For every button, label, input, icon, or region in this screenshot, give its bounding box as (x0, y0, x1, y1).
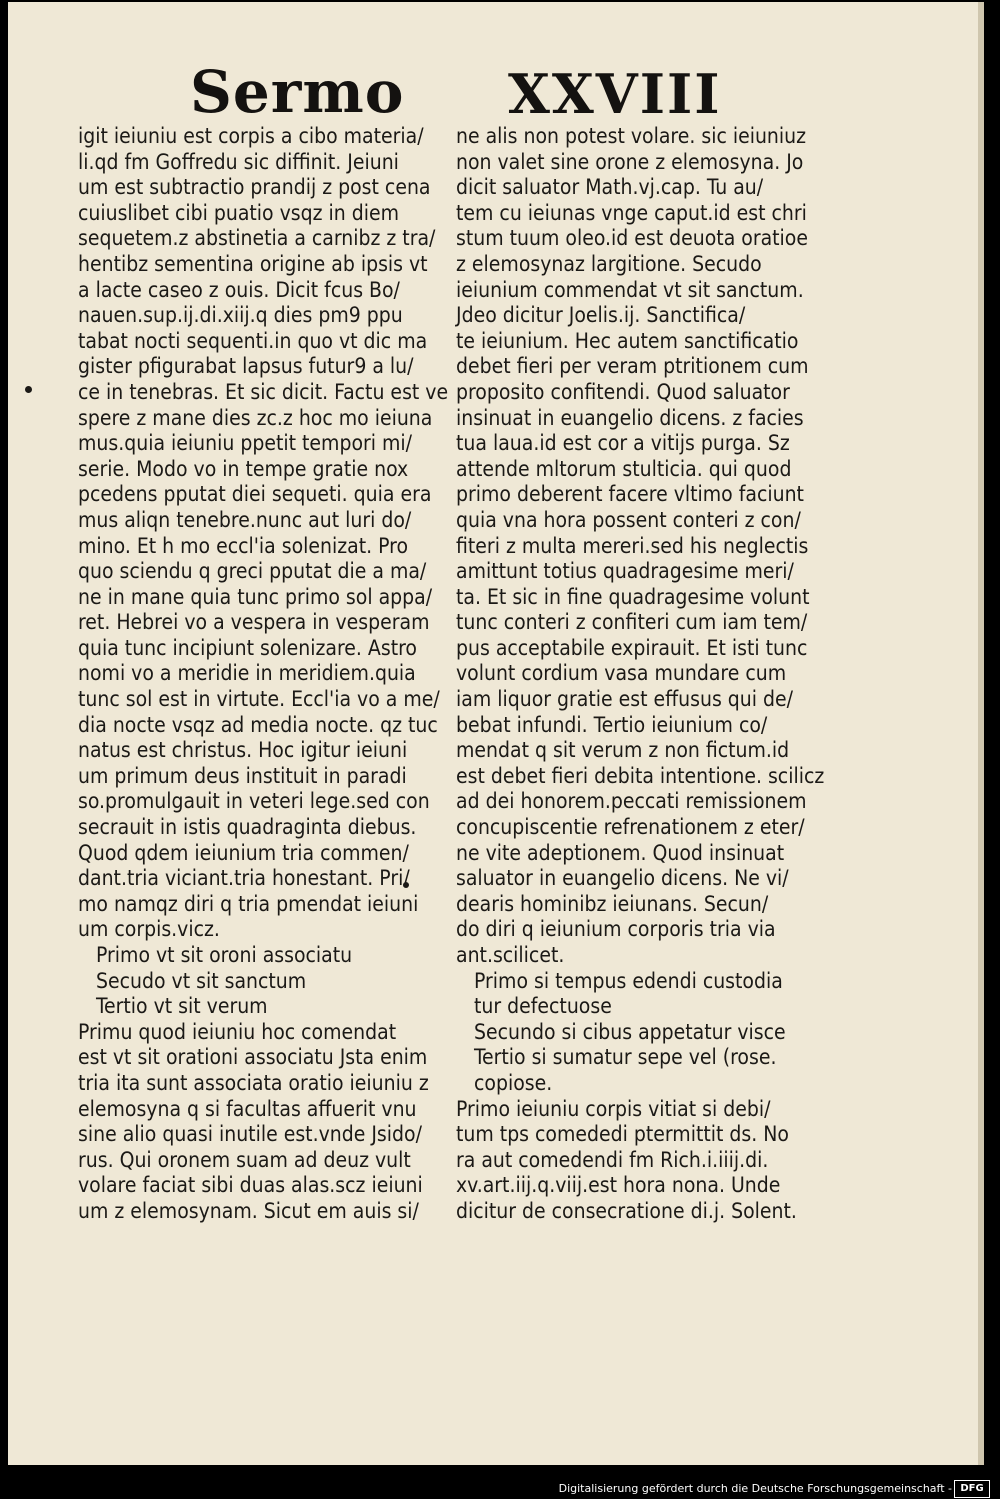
text-line: nauen.sup.ij.di.xiij.q dies pm9 ppu (78, 303, 403, 328)
text-line: um corpis.vicz. (78, 917, 220, 942)
text-line: mo namqz diri q tria pmendat ieiuni (78, 891, 419, 916)
dfg-logo: DFG (954, 1480, 990, 1498)
text-line: ce in tenebras. Et sic dicit. Factu est ve (78, 379, 449, 404)
text-line: sine alio quasi inutile est.vnde Jsido/ (78, 1122, 422, 1147)
text-line: do diri q ieiunium corporis tria via (456, 917, 776, 942)
text-line: ne in mane quia tunc primo sol appa/ (78, 584, 433, 609)
text-line: Quod qdem ieiunium tria commen/ (78, 840, 409, 865)
text-line: saluator in euangelio dicens. Ne vi/ (456, 866, 789, 891)
text-line: so.promulgauit in veteri lege.sed con (78, 789, 430, 814)
text-line: tua laua.id est cor a vitijs purga. Sz (456, 431, 790, 456)
page-edge (978, 2, 984, 1465)
text-line: natus est christus. Hoc igitur ieiuni (78, 738, 408, 763)
text-line: dicitur de consecratione di.j. Solent. (456, 1198, 797, 1223)
text-line: secrauit in istis quadraginta diebus. (78, 815, 417, 840)
text-line: ne alis non potest volare. sic ieiuniuz (456, 124, 807, 148)
margin-mark (25, 386, 32, 393)
text-line: insinuat in euangelio dicens. z facies (456, 405, 804, 430)
text-line: Primo ieiuniu corpis vitiat si debi/ (456, 1096, 771, 1121)
list-item: Primo vt sit oroni associatu (96, 943, 353, 967)
text-line: dant.tria viciant.tria honestant. Pri/ (78, 866, 410, 891)
text-line: ad dei honorem.peccati remissionem (456, 789, 807, 814)
text-line: cuiuslibet cibi puatio vsqz in diem (78, 200, 400, 225)
text-line: debet fieri per veram ptritionem cum (456, 354, 809, 379)
running-heading-number: XXVIII (508, 62, 722, 126)
text-line: hentibz sementina origine ab ipsis vt (78, 251, 428, 276)
text-line: ta. Et sic in fine quadragesime volunt (456, 584, 810, 609)
text-line: bebat infundi. Tertio ieiunium co/ (456, 712, 768, 737)
funding-credit: Digitalisierung gefördert durch die Deutsche Forschungsgemeinschaft - (558, 1482, 952, 1495)
text-line: mino. Et h mo eccl'ia solenizat. Pro (78, 533, 409, 558)
text-line: mus.quia ieiuniu ppetit tempori mi/ (78, 431, 413, 456)
text-line: est debet fieri debita intentione. scilicz (456, 763, 825, 788)
list-item: Primo si tempus edendi custodia (474, 968, 783, 993)
text-line: igit ieiuniu est corpis a cibo materia/ (78, 124, 424, 148)
text-line: attende mltorum stulticia. qui quod (456, 456, 792, 481)
text-line: tabat nocti sequenti.in quo vt dic ma (78, 328, 428, 353)
text-line: iam liquor gratie est effusus qui de/ (456, 687, 794, 712)
text-line: ne vite adeptionem. Quod insinuat (456, 840, 785, 865)
text-line: z elemosynaz largitione. Secudo (456, 251, 762, 276)
text-line: concupiscentie refrenationem z eter/ (456, 815, 805, 840)
text-column-left (78, 124, 449, 1225)
text-line: tum tps comededi ptermittit ds. No (456, 1122, 789, 1147)
text-line: Jdeo dicitur Joelis.ij. Sanctifica/ (456, 303, 746, 328)
text-line: fiteri z multa mereri.sed his neglectis (456, 533, 809, 558)
text-line: nomi vo a meridie in meridiem.quia (78, 661, 416, 686)
list-item: copiose. (474, 1070, 553, 1095)
text-line: um est subtractio prandij z post cena (78, 175, 431, 200)
text-line: volare faciat sibi duas alas.scz ieiuni (78, 1173, 423, 1198)
text-line: tria ita sunt associata oratio ieiuniu z (78, 1070, 429, 1095)
text-line: dicit saluator Math.vj.cap. Tu au/ (456, 175, 764, 200)
text-line: ret. Hebrei vo a vespera in vesperam (78, 610, 430, 635)
text-line: tunc conteri z confiteri cum iam tem/ (456, 610, 808, 635)
text-line: ra aut comedendi fm Rich.i.iiij.di. (456, 1147, 769, 1172)
running-heading-sermo: Sermo (190, 58, 405, 126)
text-line: pus acceptabile expirauit. Et isti tunc (456, 635, 808, 660)
text-line: non valet sine orone z elemosyna. Jo (456, 149, 804, 174)
text-line: est vt sit orationi associatu Jsta enim (78, 1045, 428, 1070)
text-line: mus aliqn tenebre.nunc aut luri do/ (78, 507, 412, 532)
text-line: xv.art.iij.q.viij.est hora nona. Unde (456, 1173, 781, 1198)
text-line: dia nocte vsqz ad media nocte. qz tuc (78, 712, 438, 737)
text-line: dearis hominibz ieiunans. Secun/ (456, 891, 769, 916)
text-line: Primu quod ieiuniu hoc comendat (78, 1019, 397, 1044)
text-column-right (456, 124, 825, 1225)
list-item: Secundo si cibus appetatur visce (474, 1019, 786, 1044)
list-item: tur defectuose (474, 994, 612, 1019)
text-line: li.qd fm Goffredu sic diffinit. Jeiuni (78, 149, 399, 174)
text-line: volunt cordium vasa mundare cum (456, 661, 787, 686)
text-line: um primum deus instituit in paradi (78, 763, 407, 788)
text-line: quia vna hora possent conteri z con/ (456, 507, 801, 532)
text-line: spere z mane dies zc.z hoc mo ieiuna (78, 405, 433, 430)
text-line: amittunt totius quadragesime meri/ (456, 559, 794, 584)
text-line: te ieiunium. Hec autem sanctificatio (456, 328, 799, 353)
footer-bar (0, 1465, 1000, 1499)
text-line: quo sciendu q greci pputat die a ma/ (78, 559, 427, 584)
text-line: elemosyna q si facultas affuerit vnu (78, 1096, 417, 1121)
text-line: serie. Modo vo in tempe gratie nox (78, 456, 409, 481)
text-line: mendat q sit verum z non fictum.id (456, 738, 790, 763)
text-line: gister pfigurabat lapsus futur9 a lu/ (78, 354, 414, 379)
text-line: proposito confitendi. Quod saluator (456, 379, 790, 404)
text-line: rus. Qui oronem suam ad deuz vult (78, 1147, 411, 1172)
text-line: ant.scilicet. (456, 943, 565, 967)
text-line: tunc sol est in virtute. Eccl'ia vo a me/ (78, 687, 440, 712)
text-line: pcedens pputat diei sequeti. quia era (78, 482, 432, 507)
text-line: quia tunc incipiunt solenizare. Astro (78, 635, 417, 660)
list-item: Tertio vt sit verum (96, 994, 268, 1019)
text-line: primo deberent facere vltimo faciunt (456, 482, 804, 507)
text-line: stum tuum oleo.id est deuota oratioe (456, 226, 808, 251)
text-line: um z elemosynam. Sicut em auis si/ (78, 1198, 419, 1223)
text-line: sequetem.z abstinetia a carnibz z tra/ (78, 226, 436, 251)
list-item: Secudo vt sit sanctum (96, 968, 307, 993)
text-line: ieiunium commendat vt sit sanctum. (456, 277, 804, 302)
text-line: a lacte caseo z ouis. Dicit fcus Bo/ (78, 277, 400, 302)
list-item: Tertio si sumatur sepe vel (rose. (474, 1045, 777, 1070)
text-line: tem cu ieiunas vnge caput.id est chri (456, 200, 807, 225)
